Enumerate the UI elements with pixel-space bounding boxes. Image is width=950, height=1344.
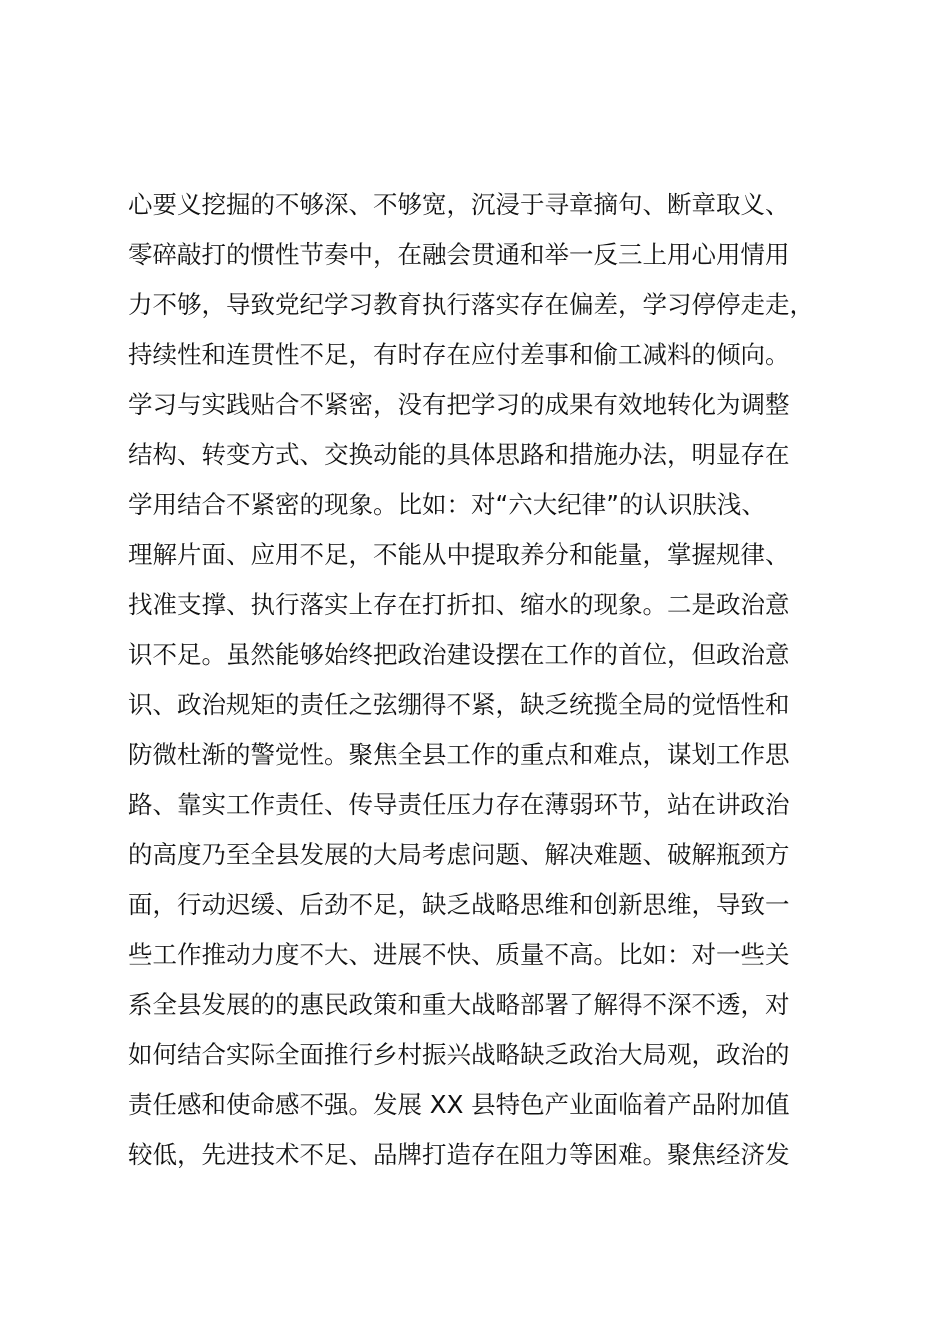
body-text [128,180,848,1180]
text-line: 学习与实践贴合不紧密，没有把学习的成果有效地转化为调整 [128,390,790,419]
text-line: 理解片面、应用不足，不能从中提取养分和能量，掌握规律、 [128,540,790,569]
text-line: 如何结合实际全面推行乡村振兴战略缺乏政治大局观，政治的 [128,1040,790,1069]
text-line: 力不够，导致党纪学习教育执行落实存在偏差，学习停停走走， [128,290,814,319]
text-line: 面，行动迟缓、后劲不足，缺乏战略思维和创新思维，导致一 [128,890,790,919]
text-line: 识不足。虽然能够始终把政治建设摆在工作的首位，但政治意 [128,640,790,669]
text-line: 学用结合不紧密的现象。比如：对“六大纪律”的认识肤浅、 [128,490,766,519]
text-line: 路、靠实工作责任、传导责任压力存在薄弱环节，站在讲政治 [128,790,790,819]
text-line: 零碎敲打的惯性节奏中，在融会贯通和举一反三上用心用情用 [128,240,790,269]
text-line: 责任感和使命感不强。发展 XX 县特色产业面临着产品附加值 [128,1090,790,1119]
text-line: 较低，先进技术不足、品牌打造存在阻力等困难。聚焦经济发 [128,1140,790,1169]
text-line: 心要义挖掘的不够深、不够宽，沉浸于寻章摘句、断章取义、 [128,190,790,219]
text-line: 的高度乃至全县发展的大局考虑问题、解决难题、破解瓶颈方 [128,840,790,869]
text-line: 持续性和连贯性不足，有时存在应付差事和偷工减料的倾向。 [128,340,790,369]
text-line: 结构、转变方式、交换动能的具体思路和措施办法，明显存在 [128,440,790,469]
text-line: 系全县发展的的惠民政策和重大战略部署了解得不深不透，对 [128,990,790,1019]
text-line: 找准支撑、执行落实上存在打折扣、缩水的现象。二是政治意 [128,590,790,619]
text-line: 些工作推动力度不大、进展不快、质量不高。比如：对一些关 [128,940,790,969]
text-line: 防微杜渐的警觉性。聚焦全县工作的重点和难点，谋划工作思 [128,740,790,769]
text-line: 识、政治规矩的责任之弦绷得不紧，缺乏统揽全局的觉悟性和 [128,690,790,719]
